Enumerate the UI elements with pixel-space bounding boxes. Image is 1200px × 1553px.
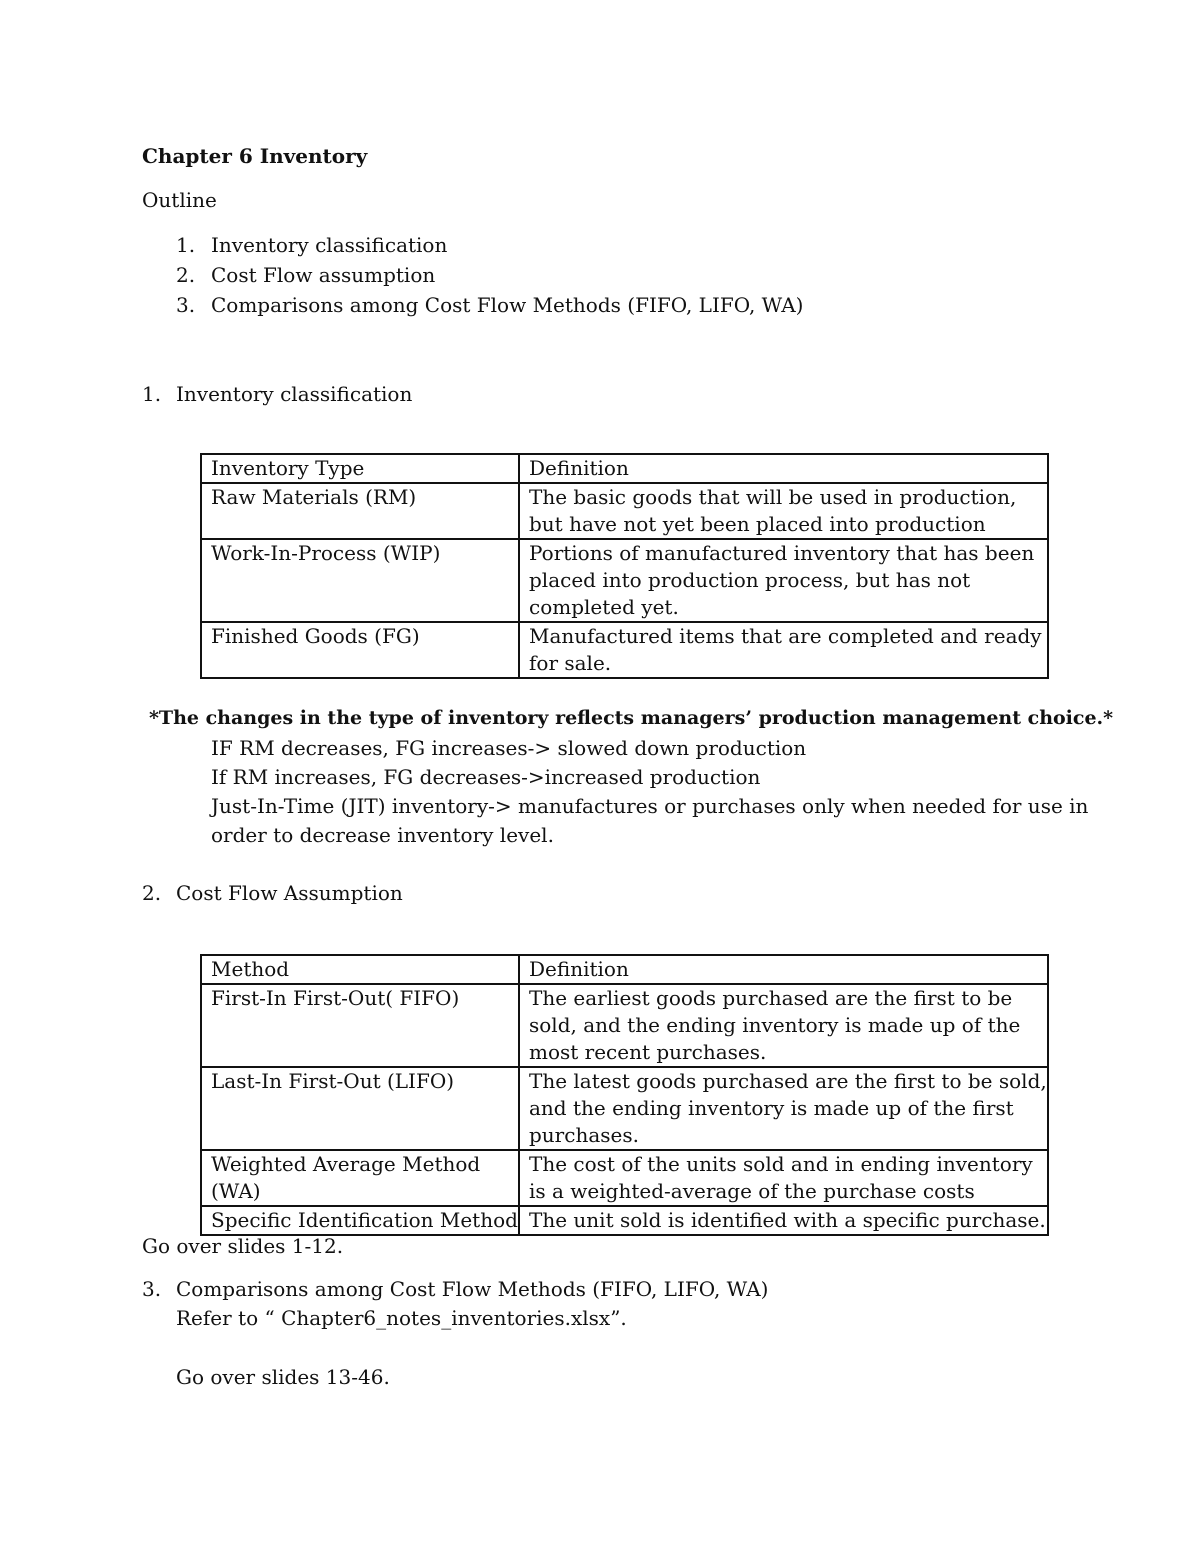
- table-cell: The unit sold is identified with a specific purchase.: [519, 1206, 1048, 1235]
- page-title: Chapter 6 Inventory: [142, 144, 368, 168]
- outline-number: 2.: [176, 263, 196, 287]
- note-line: If RM increases, FG decreases->increased production: [211, 765, 761, 789]
- table-header-row: [201, 454, 1048, 483]
- section-heading: Inventory classification: [176, 382, 413, 406]
- inventory-type-table: [200, 453, 1049, 679]
- table-row: [201, 539, 1048, 622]
- table-header-cell: Method: [201, 955, 519, 984]
- table-cell: Portions of manufactured inventory that has been placed into production process, but has not completed yet.: [519, 539, 1048, 622]
- slides-note: Go over slides 13-46.: [176, 1365, 390, 1389]
- section-heading: Cost Flow Assumption: [176, 881, 403, 905]
- table-cell: Manufactured items that are completed and ready for sale.: [519, 622, 1048, 678]
- section-heading: Comparisons among Cost Flow Methods (FIFO, LIFO, WA): [176, 1277, 769, 1301]
- section-number: 2.: [142, 881, 162, 905]
- table-row: [201, 984, 1048, 1067]
- note-line: order to decrease inventory level.: [211, 823, 554, 847]
- cost-flow-method-table: [200, 954, 1049, 1236]
- table-row: [201, 1150, 1048, 1206]
- table-row: [201, 1206, 1048, 1235]
- outline-item: Comparisons among Cost Flow Methods (FIFO, LIFO, WA): [211, 293, 804, 317]
- table-row: [201, 483, 1048, 539]
- table-header-row: [201, 955, 1048, 984]
- table-cell: The earliest goods purchased are the first to be sold, and the ending inventory is made up of the most recent purchases.: [519, 984, 1048, 1067]
- table-header-cell: Definition: [519, 955, 1048, 984]
- inventory-note: *The changes in the type of inventory reflects managers’ production management choice.*: [149, 707, 1114, 729]
- table-cell: First-In First-Out( FIFO): [201, 984, 519, 1067]
- table-cell: Work-In-Process (WIP): [201, 539, 519, 622]
- file-reference: Refer to “ Chapter6_notes_inventories.xlsx”.: [176, 1306, 627, 1330]
- table-row: [201, 622, 1048, 678]
- section-number: 3.: [142, 1277, 162, 1301]
- table-cell: The latest goods purchased are the first to be sold, and the ending inventory is made up of the first purchases.: [519, 1067, 1048, 1150]
- table-header-cell: Inventory Type: [201, 454, 519, 483]
- table-cell: Finished Goods (FG): [201, 622, 519, 678]
- table-cell: Specific Identification Method: [201, 1206, 519, 1235]
- outline-number: 1.: [176, 233, 196, 257]
- outline-item: Cost Flow assumption: [211, 263, 436, 287]
- outline-number: 3.: [176, 293, 196, 317]
- table-cell: The basic goods that will be used in production, but have not yet been placed into production: [519, 483, 1048, 539]
- table-cell: Last-In First-Out (LIFO): [201, 1067, 519, 1150]
- outline-label: Outline: [142, 188, 217, 212]
- section-number: 1.: [142, 382, 162, 406]
- note-line: IF RM decreases, FG increases-> slowed down production: [211, 736, 807, 760]
- outline-item: Inventory classification: [211, 233, 448, 257]
- table-cell: Raw Materials (RM): [201, 483, 519, 539]
- slides-note: Go over slides 1-12.: [142, 1234, 344, 1258]
- note-line: Just-In-Time (JIT) inventory-> manufactures or purchases only when needed for use in: [211, 794, 1089, 818]
- table-cell: Weighted Average Method (WA): [201, 1150, 519, 1206]
- table-header-cell: Definition: [519, 454, 1048, 483]
- table-row: [201, 1067, 1048, 1150]
- table-cell: The cost of the units sold and in ending inventory is a weighted-average of the purchase costs: [519, 1150, 1048, 1206]
